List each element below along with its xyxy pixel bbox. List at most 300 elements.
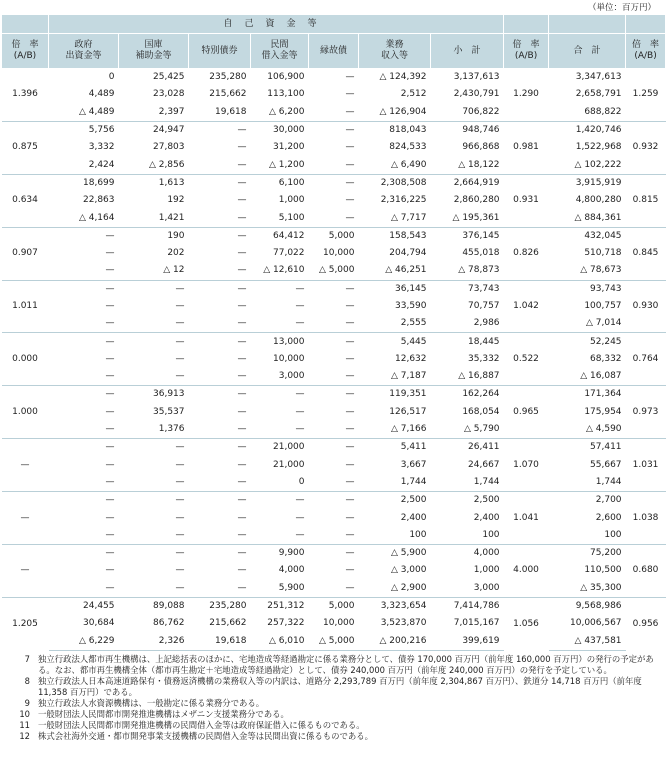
table-cell: 19,618 [215,106,247,117]
col-special-bonds: 特別債券 [189,34,251,69]
ratio-cell: 0.826 [504,227,549,280]
table-cell: — [237,371,247,382]
table-cell: 31,200 [273,142,305,153]
blank-header-cell [549,15,626,34]
table-cell: 0 [49,69,119,87]
table-cell: △ 46,251 [385,265,427,276]
table-cell: — [309,333,359,351]
ratio-cell: — [2,439,49,492]
table-cell: 2,500 [359,492,431,510]
table-cell: △ 5,900 [359,545,431,563]
table-cell: — [175,512,185,523]
table-cell: — [119,545,189,563]
table-row [2,139,666,156]
table-cell: 30,000 [251,121,309,139]
table-cell: — [345,582,355,593]
table-cell: 1,744 [595,476,622,487]
table-cell: 7,015,167 [453,618,500,629]
table-cell: 824,533 [389,142,427,153]
own-funds-group-header: 自己資金等 [49,15,504,34]
table-cell: 2,326 [119,633,189,651]
table-cell: 2,986 [473,318,500,329]
table-cell: 55,667 [590,459,622,470]
table-cell: 27,803 [153,142,185,153]
ratio-cell: 1.011 [2,280,49,333]
table-cell: — [175,353,185,364]
table-cell: 202 [167,248,185,259]
table-row [2,351,666,368]
table-cell: — [309,280,359,298]
table-cell: 113,100 [267,89,305,100]
table-cell: — [251,386,309,404]
table-cell: 100 [482,529,500,540]
table-cell: 1,421 [158,212,185,223]
footnote-item [6,654,660,676]
footnote-text: 一般財団法人民間都市開発推進機構はメザニン支援業務分である。 [38,709,289,719]
ratio-cell: 1.205 [2,597,49,650]
table-cell: 12,632 [395,353,427,364]
ratio-cell: 1.056 [504,597,549,650]
table-cell: △ 124,392 [359,69,431,87]
table-cell: 2,555 [400,318,427,329]
table-cell: 162,264 [431,386,504,404]
table-cell: 110,500 [584,565,622,576]
table-cell: 36,913 [119,386,189,404]
table-cell: — [295,529,305,540]
table-cell: — [237,142,247,153]
ratio-cell: 1.038 [626,492,666,545]
table-cell: — [49,280,119,298]
footnote-item [6,676,660,698]
footnote-text: 独立行政法人日本高速道路保有・債務返済機構の業務収入等の内訳は、道路分 2,293,789 百万円（前年度 2,304,867 百万円）、鉄道分 14,718 百万円（前年度 11,358 百万円）である。 [38,676,642,697]
table-cell: 100 [604,529,622,540]
table-cell: — [345,406,355,417]
table-cell: — [49,492,119,510]
table-cell: — [105,529,115,540]
table-cell: — [105,248,115,259]
table-cell: — [295,301,305,311]
table-cell: 89,088 [119,597,189,615]
table-cell: 3,523,870 [380,618,427,629]
footnote-text: 株式会社海外交通・都市開発事業支援機構の民間借入金等は民間出資に係るものである。 [38,731,373,741]
table-cell: 36,145 [359,280,431,298]
table-cell: 10,000 [323,618,355,629]
table-cell: 70,757 [468,301,500,311]
table-cell: 2,400 [400,512,427,523]
table-cell: — [237,459,247,470]
footnote-number: 11 [19,720,30,730]
table-cell: △ 6,010 [251,633,309,651]
table-cell: — [345,371,355,382]
ratio-cell: 4.000 [504,545,549,598]
ratio-cell: 1.041 [504,492,549,545]
table-cell: — [105,512,115,523]
ratio-cell: 0.845 [626,227,666,280]
table-cell: 2,308,508 [359,174,431,192]
table-cell: 75,200 [549,545,626,563]
table-cell: — [237,159,247,170]
footnote-text: 一般財団法人民間都市開発推進機構の民間借入金等は政府保証借入に係るものである。 [38,720,365,730]
table-cell: △ 4,164 [78,212,115,223]
table-cell: △ 35,300 [580,582,622,593]
table-cell: — [119,333,189,351]
table-cell: — [345,459,355,470]
table-cell: — [345,195,355,206]
table-cell: 5,900 [278,582,305,593]
table-cell: 171,364 [549,386,626,404]
table-cell: 818,043 [359,121,431,139]
table-cell: △ 7,187 [390,371,427,382]
table-cell: — [309,439,359,457]
ratio-cell: 0.680 [626,545,666,598]
table-cell: 948,746 [431,121,504,139]
table-cell: 24,667 [468,459,500,470]
table-cell: 1,376 [158,424,185,435]
table-cell: — [105,318,115,329]
table-cell: — [49,545,119,563]
table-cell: — [189,492,251,510]
table-cell: — [189,386,251,404]
table-cell: △ 4,489 [78,106,115,117]
footnote-number: 7 [24,654,30,664]
col-ratio-1: 倍 率 (A/B) [2,34,49,69]
table-cell: — [345,565,355,576]
table-row [2,545,666,563]
table-cell: — [49,333,119,351]
table-cell: — [119,439,189,457]
table-cell: — [237,565,247,576]
table-row [2,333,666,351]
table-cell: 251,312 [251,597,309,615]
table-cell: 2,397 [158,106,185,117]
table-cell: 2,430,791 [453,89,500,100]
table-cell: — [105,582,115,593]
footnote-item [6,731,660,742]
table-cell: 235,280 [189,69,251,87]
table-row [2,580,666,598]
table-cell: 21,000 [251,439,309,457]
table-cell: — [175,318,185,329]
table-cell: 35,332 [468,353,500,364]
table-cell: — [49,439,119,457]
table-cell: — [189,545,251,563]
table-cell: — [295,512,305,523]
ratio-cell: 0.981 [504,121,549,174]
table-cell: △ 18,122 [458,159,500,170]
col-ratio-2: 倍 率 (A/B) [504,34,549,69]
footnotes [6,654,660,742]
table-cell: — [189,227,251,245]
table-cell: 2,658,791 [575,89,622,100]
table-cell: — [309,545,359,563]
table-cell: — [175,565,185,576]
table-cell: 4,000 [431,545,504,563]
table-cell: △ 7,717 [390,212,427,223]
table-cell: — [345,212,355,223]
table-row [2,245,666,262]
table-cell: 24,455 [49,597,119,615]
table-cell: 23,028 [153,89,185,100]
table-cell: 158,543 [359,227,431,245]
table-row [2,174,666,192]
table-cell: 3,347,613 [549,69,626,87]
unit-label: （単位：百万円） [587,3,656,13]
table-cell: — [345,353,355,364]
table-cell: △ 2,900 [390,582,427,593]
table-cell: — [237,476,247,487]
ratio-cell: 0.815 [626,174,666,227]
table-cell: 1,613 [119,174,189,192]
table-cell: — [309,386,359,404]
table-cell: 5,100 [278,212,305,223]
table-cell: 10,006,567 [570,618,622,629]
table-cell: — [175,301,185,311]
table-cell: — [175,582,185,593]
table-cell: △ 5,000 [309,633,359,651]
table-cell: — [309,174,359,192]
table-cell: △ 195,361 [452,212,500,223]
table-row [2,121,666,139]
ratio-cell: 1.000 [2,386,49,439]
table-row [2,457,666,474]
table-cell: 13,000 [251,333,309,351]
table-cell: — [189,121,251,139]
table-cell: 3,000 [278,371,305,382]
table-cell: 64,412 [251,227,309,245]
table-cell: — [119,492,189,510]
table-cell: △ 12 [163,265,185,276]
funding-table [1,14,666,651]
footnote-item [6,709,660,720]
table-cell: — [175,529,185,540]
ratio-cell: 0.634 [2,174,49,227]
table-cell: △ 200,216 [359,633,431,651]
table-cell: △ 4,590 [585,424,622,435]
table-cell: 10,000 [323,248,355,259]
table-cell: △ 884,361 [574,212,622,223]
table-cell: — [295,318,305,329]
table-cell: 22,863 [83,195,115,206]
table-cell: △ 1,200 [268,159,305,170]
table-cell: 2,316,225 [380,195,427,206]
table-cell: 68,332 [590,353,622,364]
table-cell: — [345,89,355,100]
col-ratio-3: 倍 率 (A/B) [626,34,666,69]
table-cell: 52,245 [549,333,626,351]
table-cell: 5,445 [359,333,431,351]
table-cell: — [105,265,115,276]
table-cell: 33,590 [395,301,427,311]
col-subtotal: 小 計 [431,34,504,69]
table-cell: 175,954 [584,406,622,417]
table-cell: 192 [167,195,185,206]
table-cell: 7,414,786 [431,597,504,615]
table-cell: 126,517 [389,406,427,417]
table-cell: — [309,121,359,139]
table-row [2,404,666,421]
table-cell: — [189,439,251,457]
table-cell: △ 16,887 [458,371,500,382]
table-cell: — [237,406,247,417]
table-row [2,597,666,615]
footnote-item [6,698,660,709]
table-cell: — [309,492,359,510]
table-cell: 18,445 [431,333,504,351]
col-business-income: 業務 収入等 [359,34,431,69]
table-row [2,227,666,245]
table-cell: — [237,301,247,311]
ratio-cell: 1.031 [626,439,666,492]
ratio-cell: 0.965 [504,386,549,439]
ratio-cell: 0.931 [504,174,549,227]
table-cell: 1,420,746 [549,121,626,139]
ratio-cell: 0.000 [2,333,49,386]
table-row [2,315,666,333]
ratio-cell: 0.875 [2,121,49,174]
table-cell: 1,522,968 [575,142,622,153]
table-cell: 26,411 [431,439,504,457]
table-cell: 1,744 [473,476,500,487]
ratio-cell: 0.764 [626,333,666,386]
table-cell: 3,000 [473,582,500,593]
table-cell: 5,756 [49,121,119,139]
table-row [2,209,666,227]
table-cell: 3,323,654 [359,597,431,615]
table-cell: 24,947 [119,121,189,139]
table-cell: 3,332 [88,142,115,153]
table-cell: — [175,476,185,487]
table-cell: — [237,353,247,364]
table-cell: 1,000 [278,195,305,206]
table-row [2,192,666,209]
table-cell: — [105,565,115,576]
table-row [2,562,666,579]
table-cell: 3,667 [400,459,427,470]
table-cell: 30,684 [83,618,115,629]
table-row [2,280,666,298]
ratio-cell: 1.396 [2,69,49,122]
table-row [2,615,666,632]
table-cell: — [237,212,247,223]
footnote-text: 独立行政法人水資源機構は、一般勘定に係る業務分である。 [38,698,265,708]
table-cell: △ 5,000 [318,265,355,276]
table-cell: △ 126,904 [379,106,427,117]
table-cell: 1,744 [400,476,427,487]
ratio-cell: 0.956 [626,597,666,650]
table-cell: — [189,174,251,192]
table-cell: — [251,280,309,298]
table-cell: 0 [298,476,305,487]
table-cell: — [105,406,115,417]
blank-header-cell [504,15,549,34]
table-cell: — [105,476,115,487]
table-row [2,509,666,526]
table-cell: — [345,529,355,540]
table-cell: — [345,301,355,311]
table-row [2,156,666,174]
blank-header-cell [2,15,49,34]
table-cell: — [251,492,309,510]
table-cell: 19,618 [189,633,251,651]
table-cell: — [237,265,247,276]
table-cell: 25,425 [119,69,189,87]
table-row [2,492,666,510]
table-cell: 455,018 [462,248,500,259]
table-cell: 204,794 [389,248,427,259]
table-cell: 86,762 [153,618,185,629]
ratio-cell: 0.522 [504,333,549,386]
table-cell: — [175,459,185,470]
table-cell: — [345,106,355,117]
table-cell: 4,000 [278,565,305,576]
table-cell: — [237,424,247,435]
table-row [2,368,666,386]
table-cell: — [345,318,355,329]
table-cell: — [49,227,119,245]
table-cell: 106,900 [251,69,309,87]
blank-header-cell [626,15,666,34]
ratio-cell: 1.042 [504,280,549,333]
table-cell: 93,743 [549,280,626,298]
table-cell: 1,000 [473,565,500,576]
table-cell: — [345,512,355,523]
table-row [2,527,666,545]
table-cell: — [237,512,247,523]
table-cell: — [105,424,115,435]
table-cell: 190 [119,227,189,245]
ratio-cell: 1.070 [504,439,549,492]
table-cell: — [119,280,189,298]
table-cell: 35,537 [153,406,185,417]
table-cell: 3,915,919 [549,174,626,192]
table-cell: 21,000 [273,459,305,470]
table-cell: 100,757 [584,301,622,311]
table-cell: 5,000 [309,597,359,615]
table-cell: 2,400 [473,512,500,523]
table-cell: — [189,333,251,351]
table-cell: — [345,476,355,487]
table-cell: 73,743 [431,280,504,298]
col-private-borrowing: 民間 借入金等 [251,34,309,69]
table-cell: △ 16,087 [580,371,622,382]
table-cell: 6,100 [251,174,309,192]
table-cell: — [175,371,185,382]
table-cell: △ 6,490 [390,159,427,170]
table-cell: △ 2,856 [148,159,185,170]
table-cell: — [189,280,251,298]
table-cell: 510,718 [584,248,622,259]
table-cell: — [345,424,355,435]
table-cell: 215,662 [209,618,247,629]
ratio-cell: 0.973 [626,386,666,439]
table-row [2,386,666,404]
table-cell: — [105,459,115,470]
ratio-cell: — [2,492,49,545]
table-cell: 4,800,280 [575,195,622,206]
table-cell: 100 [409,529,427,540]
table-row [2,69,666,87]
table-cell: △ 7,014 [585,318,622,329]
table-cell: — [105,371,115,382]
table-cell: 215,662 [209,89,247,100]
table-cell: — [345,142,355,153]
col-total: 合 計 [549,34,626,69]
table-cell: — [295,424,305,435]
table-cell: 2,512 [400,89,427,100]
table-cell: 57,411 [549,439,626,457]
table-row [2,474,666,492]
table-cell: △ 78,673 [580,265,622,276]
